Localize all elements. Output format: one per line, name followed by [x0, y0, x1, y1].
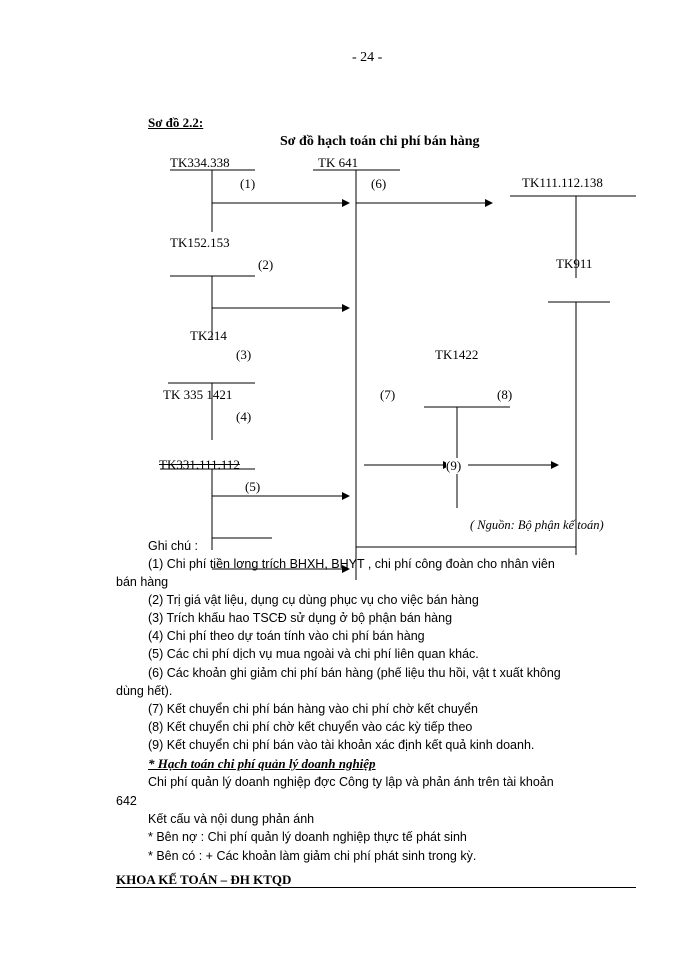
diagram-title: Sơ đồ hạch toán chi phí bán hàng: [280, 134, 480, 149]
diagram-source: ( Nguồn: Bộ phận kế toán): [470, 518, 604, 532]
tk331-label: TK331.111.112: [159, 457, 240, 472]
tk335-label: TK 335 1421: [163, 387, 233, 402]
note-5: (5) Các chi phí dịch vụ mua ngoài và chi phí liên quan khác.: [148, 647, 479, 661]
step-2: (2): [258, 257, 274, 272]
note-6-line2: dùng hết).: [116, 684, 173, 698]
step-1: (1): [240, 176, 256, 191]
footer-rule: [116, 887, 636, 888]
footer-text: KHOA KẾ TOÁN – ĐH KTQD: [116, 872, 292, 887]
diagram-label: Sơ đồ 2.2:: [148, 115, 204, 130]
note-9: (9) Kết chuyển chi phí bán vào tài khoản xác định kết quả kinh doanh.: [148, 738, 535, 752]
step-7: (7): [380, 387, 396, 402]
section-heading: * Hạch toán chi phí quản lý doanh nghiệp: [148, 756, 376, 771]
tk214-label: TK214: [190, 328, 227, 343]
section-structure: Kết cấu và nội dung phản ánh: [148, 812, 315, 826]
step-9: (9): [446, 458, 462, 473]
note-1-line1: (1) Chi phí tiền lơng trích BHXH, BHYT , chi phí công đoàn cho nhân viên: [148, 557, 555, 571]
tk152-label: TK152.153: [170, 235, 230, 250]
tk1422-label: TK1422: [435, 347, 479, 362]
note-2: (2) Trị giá vật liệu, dụng cụ dùng phục vụ cho việc bán hàng: [148, 593, 479, 607]
page-number: - 24 -: [352, 50, 383, 65]
tk641-label: TK 641: [318, 155, 359, 170]
tk334-label: TK334.338: [170, 155, 230, 170]
section-credit: * Bên có : + Các khoản làm giảm chi phí phát sinh trong kỳ.: [148, 849, 477, 863]
step-4: (4): [236, 409, 252, 424]
tk111-label: TK111.112.138: [522, 175, 603, 190]
note-1-line2: bán hàng: [116, 575, 169, 589]
section-para-line1: Chi phí quản lý doanh nghiệp đợc Công ty lập và phản ánh trên tài khoản: [148, 775, 554, 789]
notes-heading: Ghi chú :: [148, 539, 199, 553]
section-para-line2: 642: [116, 794, 137, 808]
step-3: (3): [236, 347, 252, 362]
step-5: (5): [245, 479, 261, 494]
note-8: (8) Kết chuyển chi phí chờ kết chuyển vào các kỳ tiếp theo: [148, 720, 473, 734]
step-8: (8): [497, 387, 513, 402]
note-3: (3) Trích khấu hao TSCĐ sử dụng ở bộ phận bán hàng: [148, 611, 453, 625]
tk911-label: TK911: [556, 256, 593, 271]
note-7: (7) Kết chuyển chi phí bán hàng vào chi phí chờ kết chuyển: [148, 702, 478, 716]
step-6: (6): [371, 176, 387, 191]
section-debit: * Bên nợ : Chi phí quản lý doanh nghiệp thực tế phát sinh: [148, 830, 467, 844]
note-6-line1: (6) Các khoản ghi giảm chi phí bán hàng (phế liệu thu hồi, vật t xuất không: [148, 666, 561, 680]
note-4: (4) Chi phí theo dự toán tính vào chi phí bán hàng: [148, 629, 425, 643]
